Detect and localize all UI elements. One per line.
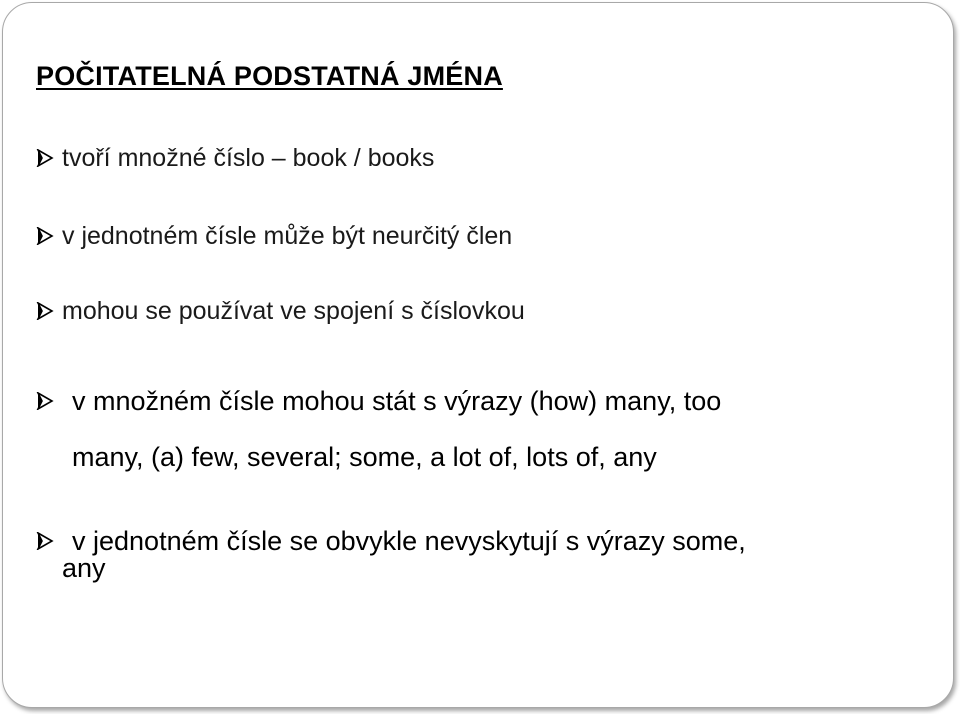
bullet-text-line: v jednotném čísle se obvykle nevyskytují s výrazy some,: [72, 526, 746, 556]
bullet-item: [36, 373, 721, 485]
bullet-item: [36, 513, 746, 581]
bullet-item: [36, 143, 434, 173]
slide-frame: [2, 2, 954, 708]
bullet-text-line: many, (a) few, several; some, a lot of, lots of, any: [72, 442, 657, 472]
bullet-text-block: [62, 373, 721, 485]
bullet-text: v jednotném čísle může být neurčitý člen: [62, 222, 513, 250]
arrowhead-bullet-icon: [36, 221, 62, 251]
bullet-item: [36, 296, 525, 326]
bullet-item: [36, 221, 512, 251]
bullet-text-line: any: [62, 553, 106, 583]
arrowhead-bullet-icon: [36, 143, 62, 173]
bullet-text: mohou se používat ve spojení s číslovkou: [62, 297, 525, 325]
arrowhead-bullet-icon: [36, 373, 62, 429]
slide-title: POČITATELNÁ PODSTATNÁ JMÉNA: [36, 61, 503, 91]
bullet-text: tvoří množné číslo – book / books: [62, 144, 435, 172]
arrowhead-bullet-icon: [36, 296, 62, 326]
arrowhead-bullet-icon: [36, 532, 62, 550]
bullet-text-line: v množném čísle mohou stát s výrazy (how) many, too: [72, 386, 722, 416]
